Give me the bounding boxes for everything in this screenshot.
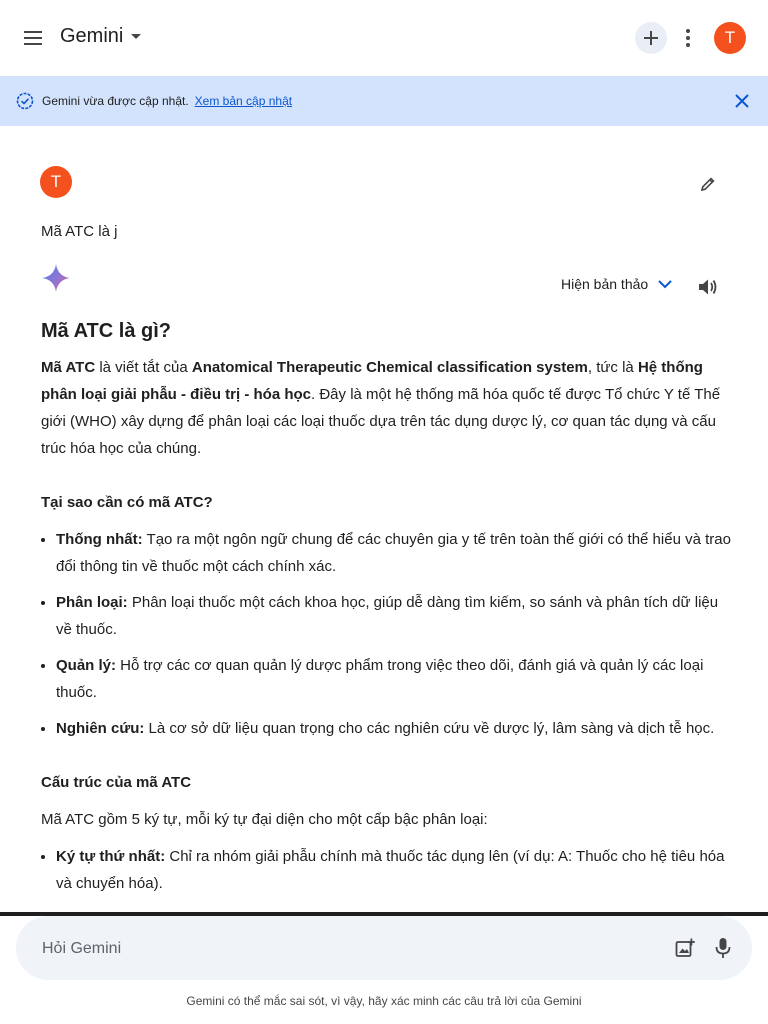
microphone-icon[interactable] bbox=[710, 935, 736, 961]
gemini-sparkle-icon bbox=[40, 262, 72, 294]
prompt-box bbox=[16, 916, 752, 980]
item-text: Phân loại thuốc một cách khoa học, giúp dễ dàng tìm kiếm, so sánh và phân tích dữ liệu về thuốc. bbox=[56, 594, 719, 638]
new-chat-button[interactable] bbox=[635, 22, 667, 54]
item-text: Tạo ra một ngôn ngữ chung để các chuyên gia y tế trên toàn thế giới có thể hiểu và trao đổi thông tin về thuốc một cách chính xác. bbox=[56, 531, 731, 575]
list-item bbox=[56, 843, 731, 897]
response-heading: Mã ATC là gì? bbox=[41, 320, 171, 342]
text: , tức là bbox=[587, 359, 638, 376]
list-item bbox=[56, 526, 731, 580]
list-item bbox=[56, 652, 731, 706]
user-query: Mã ATC là j bbox=[41, 223, 118, 240]
show-drafts-label: Hiện bản thảo bbox=[561, 276, 649, 292]
bold-text: Anatomical Therapeutic Chemical classification system bbox=[191, 359, 588, 376]
verified-icon bbox=[16, 92, 34, 110]
bold-text: Mã ATC bbox=[41, 359, 96, 376]
item-label: Nghiên cứu: bbox=[56, 720, 145, 737]
text: là viết tắt của bbox=[95, 359, 192, 376]
item-label: Phân loại: bbox=[56, 594, 128, 611]
composer-area bbox=[0, 916, 768, 1024]
close-icon[interactable] bbox=[730, 89, 754, 113]
list-item bbox=[56, 715, 731, 742]
structure-list bbox=[41, 843, 731, 897]
prompt-input[interactable] bbox=[40, 934, 604, 964]
update-banner bbox=[0, 76, 768, 126]
reasons-list bbox=[41, 526, 731, 742]
model-selector[interactable] bbox=[60, 25, 141, 48]
plus-icon bbox=[643, 30, 659, 46]
disclaimer-text: Gemini có thể mắc sai sót, vì vậy, hãy xác minh các câu trả lời của Gemini bbox=[186, 994, 582, 1008]
banner-message: Gemini vừa được cập nhật. bbox=[42, 94, 189, 108]
add-image-icon[interactable] bbox=[672, 935, 698, 961]
response-content bbox=[41, 316, 731, 924]
view-update-link[interactable]: Xem bản cập nhật bbox=[194, 94, 293, 108]
caret-down-icon bbox=[131, 34, 141, 40]
edit-icon[interactable] bbox=[696, 172, 720, 196]
section-heading-structure: Cấu trúc của mã ATC bbox=[41, 774, 192, 791]
show-drafts-button[interactable] bbox=[561, 276, 672, 292]
speaker-icon[interactable] bbox=[696, 275, 720, 299]
structure-intro: Mã ATC gồm 5 ký tự, mỗi ký tự đại diện cho một cấp bậc phân loại: bbox=[41, 811, 488, 828]
item-label: Quản lý: bbox=[56, 657, 117, 674]
bold-text: Hệ thống phân loại giải phẫu - điều trị - hóa học bbox=[41, 359, 703, 403]
account-avatar[interactable]: T bbox=[714, 22, 746, 54]
item-label: Thống nhất: bbox=[56, 531, 143, 548]
item-text: Chỉ ra nhóm giải phẫu chính mà thuốc tác dụng lên (ví dụ: A: Thuốc cho hệ tiêu hóa và chuyển hóa). bbox=[56, 848, 725, 892]
item-text: Là cơ sở dữ liệu quan trọng cho các nghiên cứu về dược lý, lâm sàng và dịch tễ học. bbox=[144, 720, 715, 737]
intro-paragraph bbox=[41, 354, 731, 462]
section-heading-why: Tại sao cần có mã ATC? bbox=[41, 494, 213, 511]
item-text: Hỗ trợ các cơ quan quản lý dược phẩm trong việc theo dõi, đánh giá và quản lý các loại thuốc. bbox=[56, 657, 704, 701]
chevron-down-icon bbox=[658, 280, 672, 289]
app-title: Gemini bbox=[60, 25, 124, 47]
text: . Đây là một hệ thống mã hóa quốc tế được Tổ chức Y tế Thế giới (WHO) xây dựng để phân loại các loại thuốc dựa trên tác dụng dược lý, cơ quan tác dụng và cấu trúc hóa học của chúng. bbox=[41, 386, 721, 457]
item-label: Ký tự thứ nhất: bbox=[56, 848, 166, 865]
more-options-icon[interactable] bbox=[676, 24, 700, 52]
app-bar bbox=[0, 0, 768, 76]
menu-icon[interactable] bbox=[20, 24, 48, 52]
list-item bbox=[56, 589, 731, 643]
user-avatar: T bbox=[40, 166, 72, 198]
